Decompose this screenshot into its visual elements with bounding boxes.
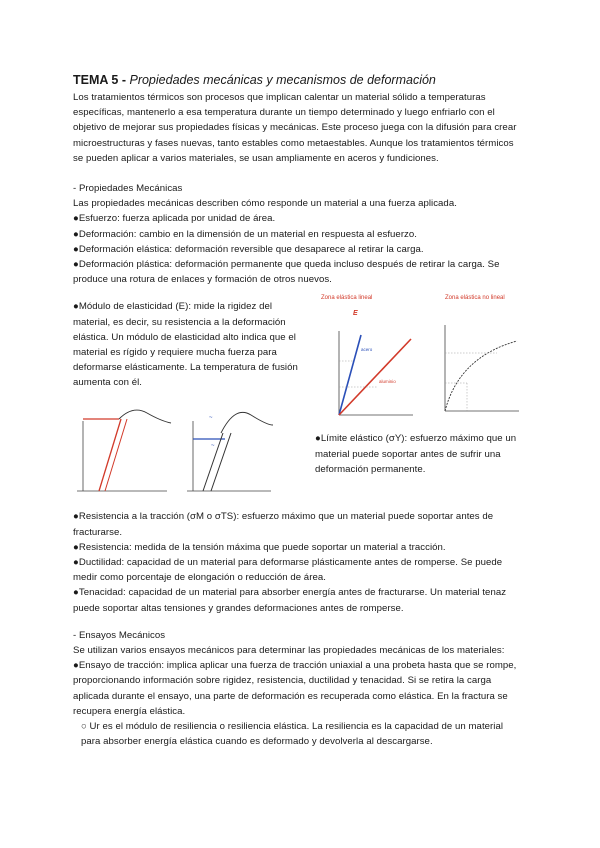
list-item-resistencia: ●Resistencia: medida de la tensión máxima que puede soportar un material a tracción.: [73, 541, 446, 553]
propiedades-lead: Las propiedades mecánicas describen cómo responde un material a una fuerza aplicada.: [73, 198, 457, 210]
list-item-ensayo-traccion: ●Ensayo de tracción: implica aplicar una fuerza de tracción uniaxial a una probeta hasta que se rompe, proporcionando información sobre rigidez, resistencia, ductilidad y tenacidad. Si se retira la carga aplicada durante el ensayo, una parte de deformación es recuperada como elástica. En la fractura se recupera energía elástica.: [73, 660, 517, 717]
list-item-deformacion-plastica: ●Deformación plástica: deformación permanente que queda incluso después de retirar la carga. Se produce una rotura de enlaces y formación de otros nuevos.: [73, 259, 500, 286]
limite-elastico-text: ●Límite elástico (σY): esfuerzo máximo que un material puede soportar antes de sufrir una deformación permanente.: [315, 433, 517, 475]
load-curve-figures: [75, 407, 275, 497]
list-item-deformacion: ●Deformación: cambio en la dimensión de un material en respuesta al esfuerzo.: [73, 228, 418, 240]
modulo-section: [73, 295, 525, 509]
svg-text:~: ~: [209, 415, 213, 422]
list-item-resistencia-traccion: ●Resistencia a la tracción (σM o σTS): esfuerzo máximo que un material puede soportar antes de fracturarse.: [73, 511, 494, 538]
ensayos-heading: - Ensayos Mecánicos: [73, 629, 166, 641]
list-item-resiliencia: ○ Ur es el módulo de resiliencia o resiliencia elástica. La resiliencia es la capacidad de un material para absorber energía elástica cuando es deformado y devolverla al descargarse.: [81, 721, 504, 748]
ensayos-lead: Se utilizan varios ensayos mecánicos para determinar las propiedades mecánicas de los materiales:: [73, 645, 505, 657]
list-item-ductilidad: ●Ductilidad: capacidad de un material para deformarse plásticamente antes de romperse. Se puede medir como porcentaje de elongación o reducción de área.: [73, 557, 503, 584]
document-page: [73, 72, 525, 749]
title-sep: -: [118, 73, 130, 87]
list-item-deformacion-elastica: ●Deformación elástica: deformación reversible que desaparece al retirar la carga.: [73, 243, 424, 255]
elastic-zone-figures: [317, 291, 527, 431]
fig2-title: Zona elástica no lineal: [445, 295, 505, 302]
fig2-curve: [445, 341, 517, 411]
fig1-title: Zona elástica lineal: [321, 295, 373, 302]
intro-paragraph: Los tratamientos térmicos son procesos que implican calentar un material sólido a temperaturas específicas, mantenerlo a esa temperatura durante un tiempo determinado y luego enfriarlo con el objetivo de mejorar sus propiedades físicas y mecánicas. Este proceso juega con la difusión para crear microestructuras y fases nuevas, tanto estables como metaestables. Aunque los tratamientos térmicos se pueden aplicar a varios materiales, se usan ampliamente en aceros y fundiciones.: [73, 92, 517, 164]
page-title: [73, 72, 525, 88]
fig1-symbol: E: [353, 310, 358, 318]
title-main: TEMA 5: [73, 73, 119, 87]
modulo-elasticidad-text: ●Módulo de elasticidad (E): mide la rigidez del material, es decir, su resistencia a la deformación elástica. Un módulo de elasticidad alto indica que el material es rígido y requiere mucha fuerza para deformarse elásticamente. La temperatura de fusión aumenta con él.: [73, 301, 298, 389]
title-subtitle: Propiedades mecánicas y mecanismos de deformación: [129, 73, 436, 87]
svg-text:~: ~: [211, 443, 215, 450]
propiedades-heading: - Propiedades Mecánicas: [73, 183, 183, 195]
fig1-label-aluminium: aluminio: [379, 379, 396, 385]
fig1-label-steel: acero: [361, 347, 373, 353]
list-item-tenacidad: ●Tenacidad: capacidad de un material para absorber energía antes de fracturarse. Un material tenaz puede soportar altas tensiones y grandes deformaciones antes de romperse.: [73, 587, 507, 614]
list-item-esfuerzo: ●Esfuerzo: fuerza aplicada por unidad de área.: [73, 213, 276, 225]
